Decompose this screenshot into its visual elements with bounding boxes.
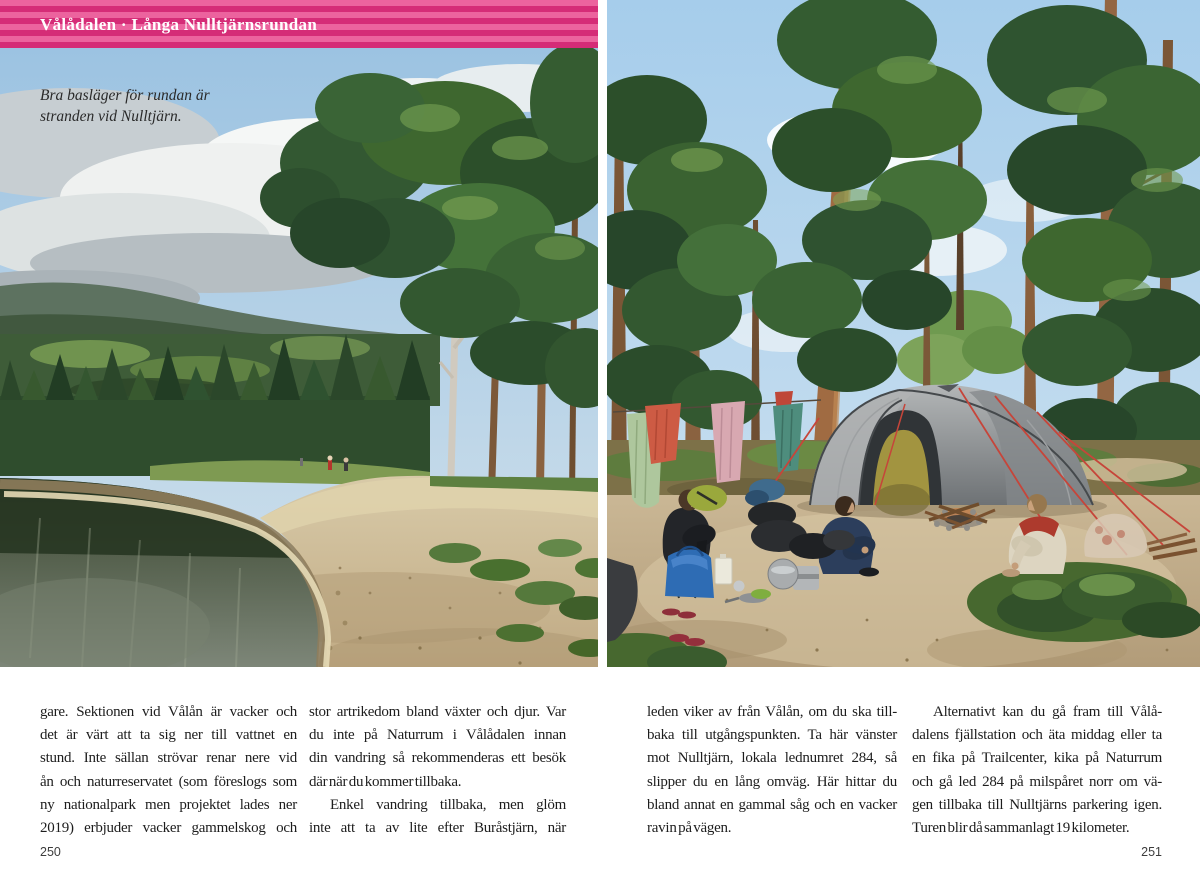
body-line: mot Nulltjärn, lokala lednumret 284, så [647,750,897,767]
lake-beach-scene [0,48,598,667]
blue-bag [665,547,714,598]
photo-caption [40,85,210,127]
photo-campsite [607,0,1200,667]
body-line: bland annat en gammal såg och en vacker [647,796,897,813]
chapter-header [0,0,598,48]
towel-pink [711,401,745,483]
caption-line-1: Bra basläger för rundan är [40,87,210,104]
body-line: gare. Sektionen vid Vålån är vacker och [40,704,297,720]
body-line: du inte på Naturrum i Vålådalen innan [309,727,566,744]
green-bowl [751,589,771,599]
body-line: leden viker av från Vålån, om du ska till- [647,704,897,720]
page-number-right: 251 [1141,845,1162,859]
text-column-2 [309,701,566,840]
body-line: gen tillbaka till Nulltjärns parkering igen. [912,796,1162,813]
photo-lake-beach [0,48,598,667]
body-line: stund. Inte sällan strövar renar nere vid [40,750,297,767]
body-line: slipper du en lång omväg. Här hittar du [647,773,897,790]
body-line: Enkel vandring tillbaka, men glöm [330,796,566,813]
body-line: baka till utgångspunkten. Ta här vänster [647,727,897,744]
body-line: 2019) erbjuder vacker gammelskog och [40,820,297,837]
body-line: Turen blir då sammanlagt 19 kilometer. [912,820,1130,837]
chapter-title: Vålådalen · Långa Nulltjärnsrundan [40,15,318,34]
body-line: det är värt att ta sig ner till vattnet en [40,727,297,744]
jerry-can [715,554,732,584]
body-line: och gå led 284 på milspåret norr om vä- [912,773,1162,790]
text-column-1 [40,701,297,840]
caption-line-2: stranden vid Nulltjärn. [40,108,182,125]
body-line: ny nationalpark men projektet lades ner [40,796,297,813]
text-column-4 [912,701,1162,840]
body-line: Alternativt kan du gå fram till Vålå- [933,704,1162,720]
body-line: stor artrikedom bland växter och djur. Var [309,704,566,720]
campsite-scene [607,0,1200,667]
body-line: ån och naturreservatet (som föreslogs som [40,773,297,790]
towel-orange [645,403,681,464]
body-line: din vandring så rekommenderas ett besök [309,750,566,767]
body-line: inte att ta av lite efter Buråstjärn, när [309,820,566,837]
text-column-3 [647,701,897,840]
body-line: där när du kommer tillbaka. [309,773,462,790]
body-line: ravin på vägen. [647,820,732,837]
body-line: en fika på Trailcenter, kika på Naturrum [912,750,1162,767]
body-line: dalens fjällstation och äta middag eller ta [912,727,1162,744]
page-number-left: 250 [40,845,61,859]
